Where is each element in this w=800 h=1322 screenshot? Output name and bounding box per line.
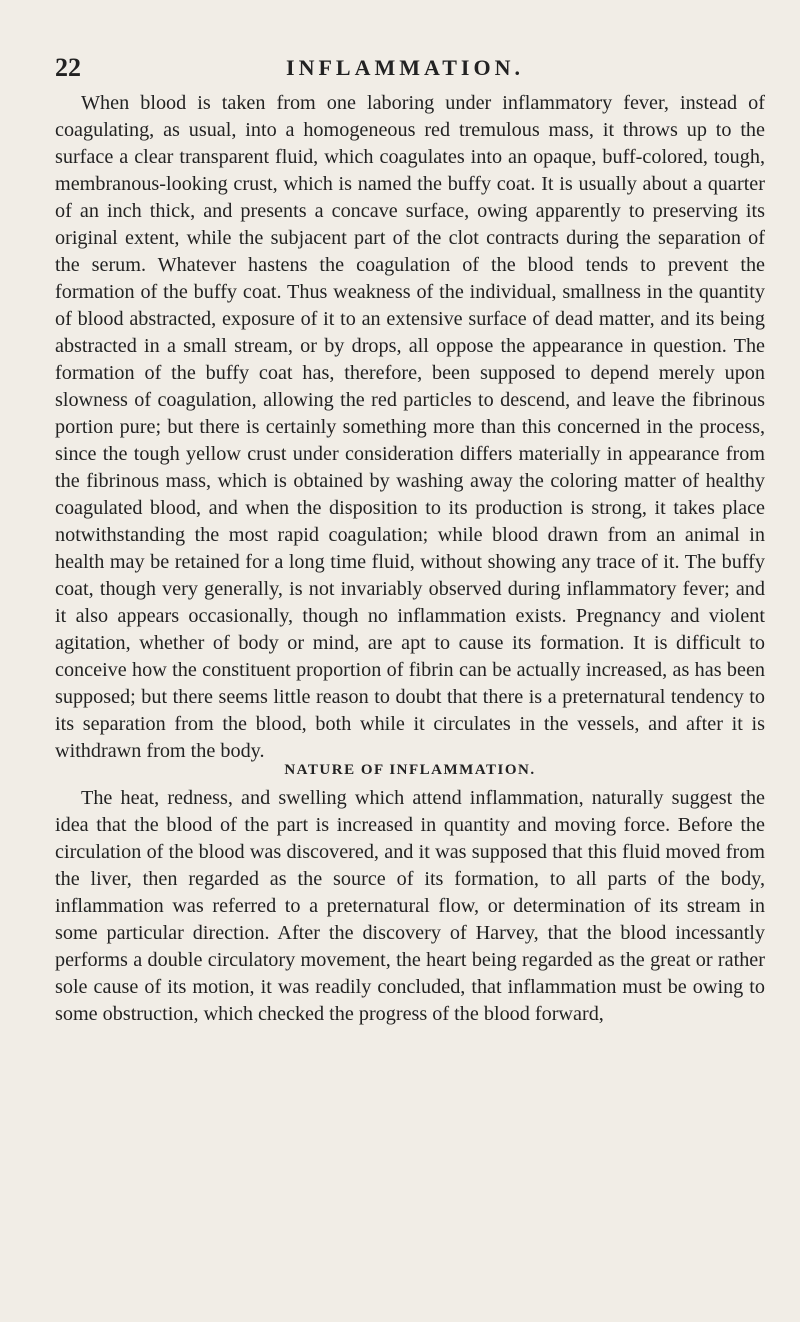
page-number: 22 [55, 53, 81, 82]
section-heading: NATURE OF INFLAMMATION. [284, 762, 536, 778]
paragraph-buffy-coat: When blood is taken from one laboring under inflammatory fever, instead of coagulating, as usual, into a homogeneous red tremulous mass, it throws up to the surface a clear transparent fluid, which coagulates into an opaque, buff-colored, tough, membranous-looking crust, which is named the buffy coat. It is usually about a quarter of an inch thick, and presents a concave surface, owing apparently to preserving its original extent, while the subjacent part of the clot contracts during the separation of the serum. Whatever hastens the coagulation of the blood tends to prevent the formation of the buffy coat. Thus weakness of the individual, smallness in the quantity of blood abstracted, exposure of it to an extensive surface of dead matter, and its being abstracted in a small stream, or by drops, all oppose the appearance in question. The formation of the buffy coat has, therefore, been supposed to depend merely upon slowness of coagulation, allowing the red particles to descend, and leave the fibrinous portion pure; but there is certainly something more than this concerned in the process, since the tough yellow crust under consideration differs materially in appearance from the fibrinous mass, which is obtained by washing away the coloring matter of healthy coagulated blood, and when the disposition to its production is strong, it takes place notwithstanding the most rapid coagulation; while blood drawn from an animal in health may be retained for a long time fluid, without showing any trace of it. The buffy coat, though very generally, is not invariably observed during inflammatory fever; and it also appears occasionally, though no inflammation exists. Pregnancy and violent agitation, whether of body or mind, are apt to cause its formation. It is difficult to conceive how the constituent proportion of fibrin can be actually increased, as has been supposed; but there seems little reason to doubt that there is a preternatural tendency to its separation from the blood, both while it circulates in the vessels, and after it is withdrawn from the body. [55, 92, 765, 762]
paragraph-nature-of-inflammation: The heat, redness, and swelling which attend inflammation, naturally suggest the idea that the blood of the part is increased in quantity and moving force. Before the circulation of the blood was discovered, and it was supposed that this fluid moved from the liver, then regarded as the source of its formation, to all parts of the body, inflammation was referred to a preternatural flow, or determination of its stream in some particular direction. After the discovery of Harvey, that the blood incessantly performs a double circulatory movement, the heart being regarded as the great or rather sole cause of its motion, it was readily concluded, that inflammation must be owing to some obstruction, which checked the progress of the blood forward, [55, 787, 765, 1025]
page-header [55, 50, 755, 86]
running-title: INFLAMMATION. [286, 55, 524, 80]
